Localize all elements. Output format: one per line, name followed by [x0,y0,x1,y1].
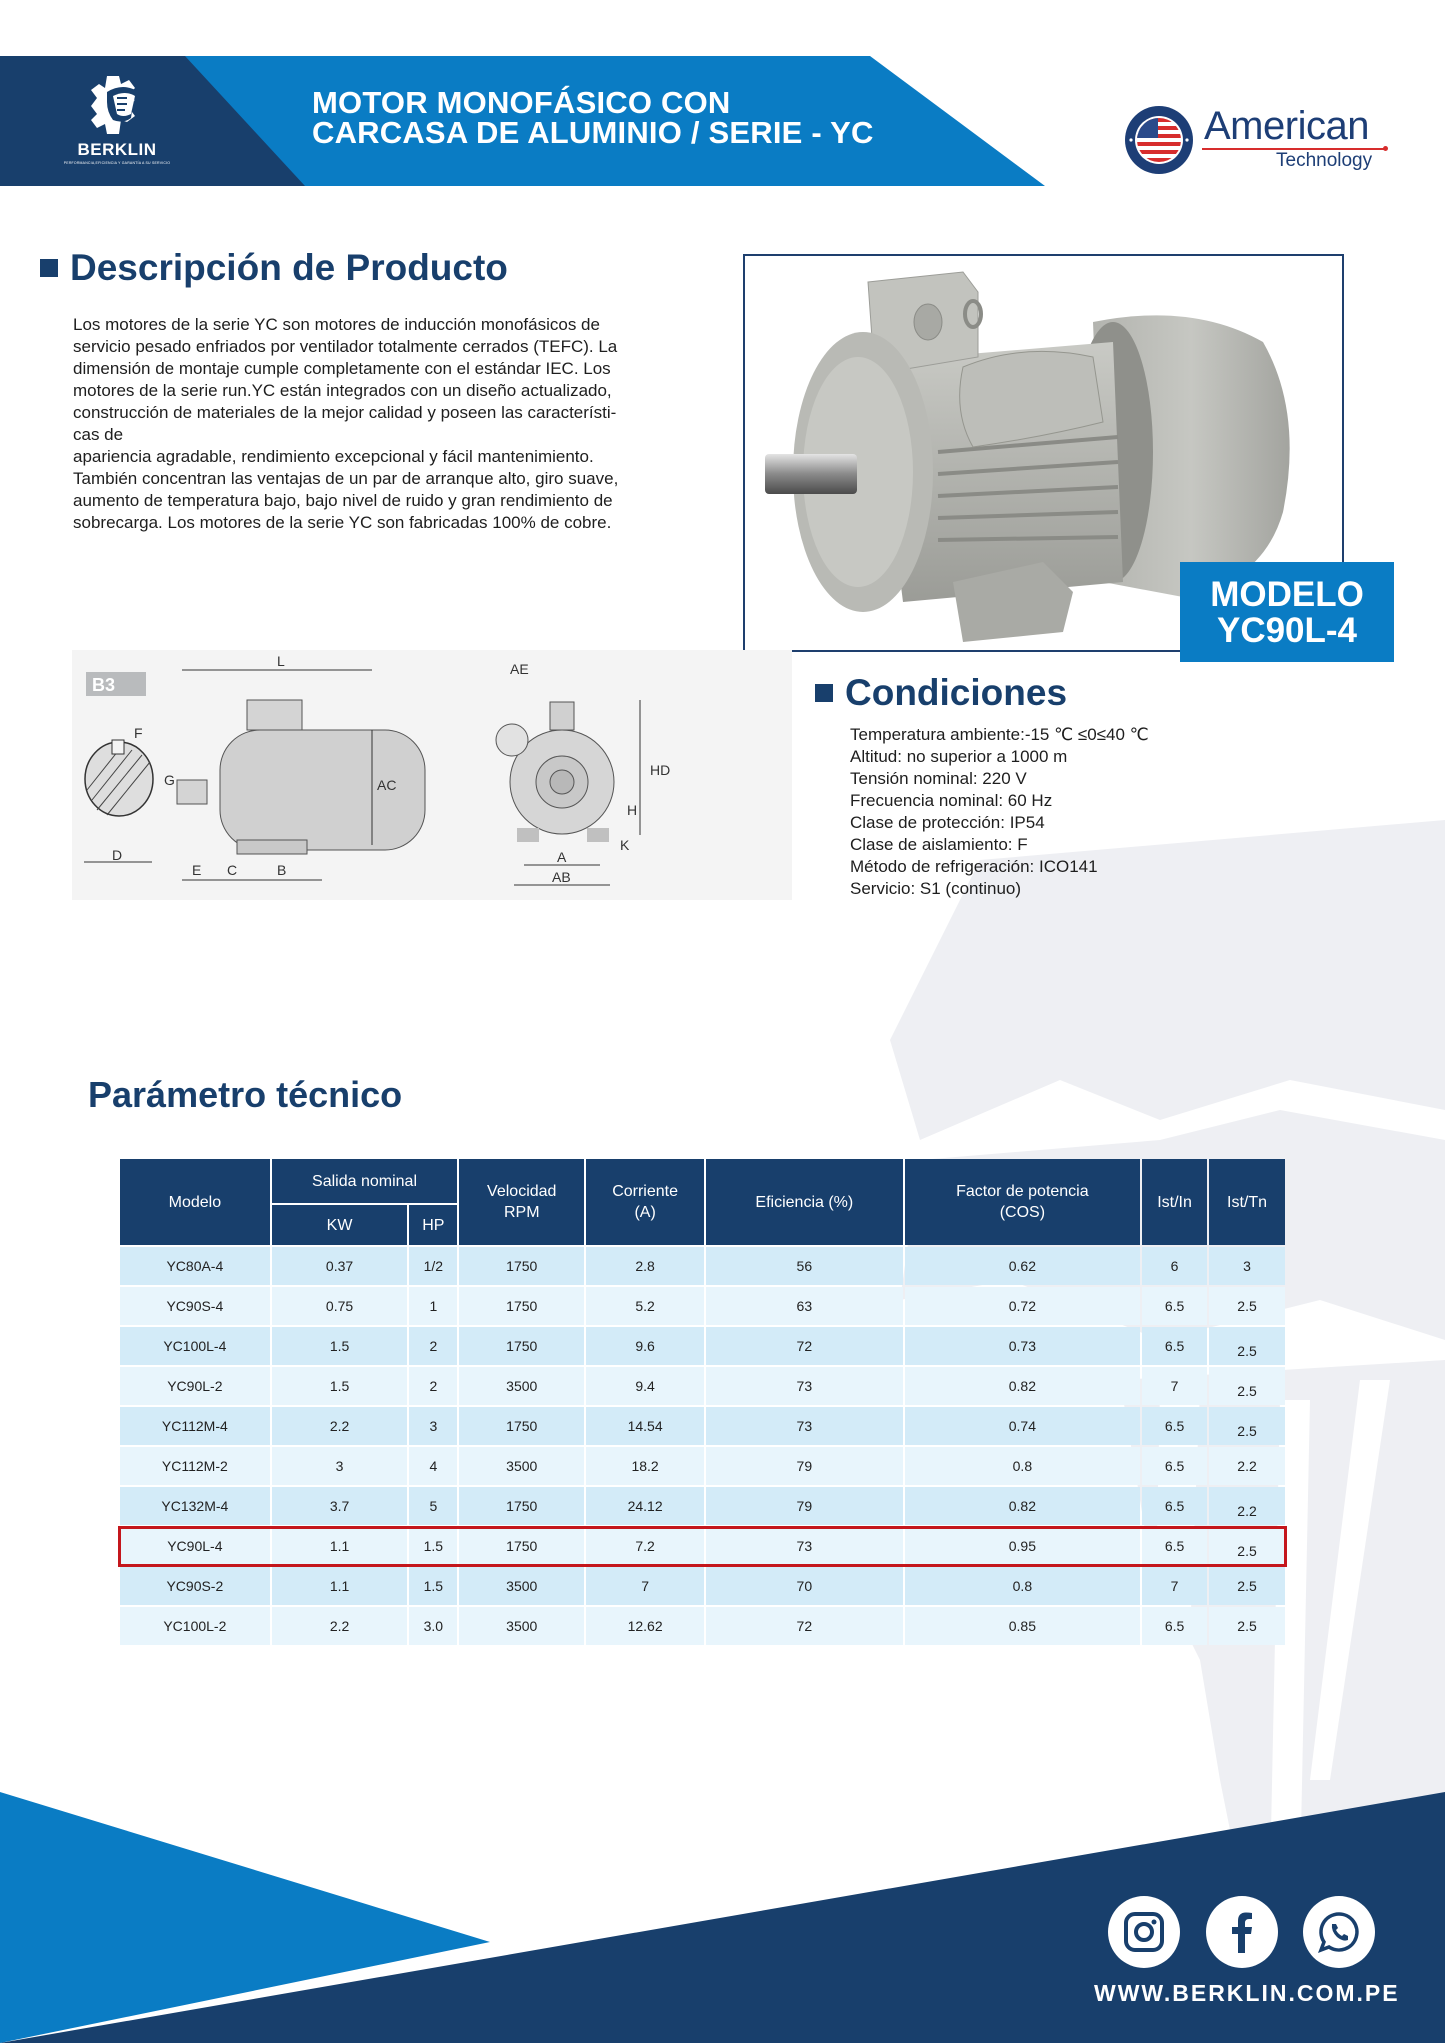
condition-item: Tensión nominal: 220 V [850,769,1027,788]
table-row [120,1527,1285,1565]
cell-kw: 1.5 [272,1367,408,1405]
description-heading-text: Descripción de Producto [70,247,508,288]
cell-hp: 2 [409,1367,457,1405]
cell-kw: 2.2 [272,1607,408,1645]
table-row [120,1607,1285,1645]
table-row [120,1367,1285,1405]
diagram-label-f: F [134,725,143,741]
table-row [120,1447,1285,1485]
instagram-icon [1121,1909,1167,1955]
header-kw: KW [272,1205,408,1245]
model-badge [1180,562,1394,662]
cell-pf: 0.8 [905,1567,1140,1605]
condition-item: Clase de protección: IP54 [850,813,1045,832]
header-ist-in: Ist/In [1142,1159,1207,1245]
brand-tagline: PERFORMANCIA,EFICIENCIA Y GARANTÍA A SU SERVICIO [63,161,171,165]
partner-logo-subtitle: Technology [1276,150,1373,171]
condition-item: Método de refrigeración: ICO141 [850,857,1098,876]
cell-rpm: 1750 [459,1327,584,1365]
cell-amps: 9.4 [586,1367,704,1405]
cell-amps: 7 [586,1567,704,1605]
cell-hp: 5 [409,1487,457,1525]
diagram-label-c: C [227,862,238,878]
dimension-diagram [72,650,792,900]
header-output: Salida nominal [272,1159,458,1203]
cell-pf: 0.73 [905,1327,1140,1365]
cell-ist-tn: 2.5 [1209,1287,1285,1325]
cell-pf: 0.74 [905,1407,1140,1445]
description-line: cas de [73,425,124,444]
cell-model: YC112M-2 [120,1447,270,1485]
cell-ist-in: 6.5 [1142,1527,1207,1565]
cell-pf: 0.72 [905,1287,1140,1325]
website-link[interactable]: WWW.BERKLIN.COM.PE [1094,1980,1400,2006]
diagram-label-ab: AB [552,869,571,885]
cell-ist-tn: 2.5 [1209,1527,1285,1565]
cell-amps: 5.2 [586,1287,704,1325]
cell-hp: 1.5 [409,1527,457,1565]
table-row [120,1247,1285,1285]
cell-ist-in: 6 [1142,1247,1207,1285]
cell-eff: 56 [706,1247,903,1285]
cell-ist-in: 6.5 [1142,1487,1207,1525]
conditions-heading-text: Condiciones [845,672,1068,713]
facebook-button[interactable] [1206,1896,1278,1968]
description-line: sobrecarga. Los motores de la serie YC son fabricadas 100% de cobre. [73,513,612,532]
cell-rpm: 3500 [459,1567,584,1605]
cell-eff: 72 [706,1607,903,1645]
header-pf-l2: (COS) [999,1204,1046,1221]
header-model: Modelo [120,1159,270,1245]
cell-kw: 3.7 [272,1487,408,1525]
condition-item: Servicio: S1 (continuo) [850,879,1022,898]
cell-amps: 9.6 [586,1327,704,1365]
facebook-icon [1219,1909,1265,1955]
description-text [73,314,713,534]
model-badge-label: MODELO [1210,575,1364,614]
cell-pf: 0.82 [905,1487,1140,1525]
title-line-2: CARCASA DE ALUMINIO / SERIE - YC [312,115,874,150]
cell-hp: 3 [409,1407,457,1445]
cell-ist-in: 6.5 [1142,1327,1207,1365]
page-title [312,85,874,150]
cell-eff: 79 [706,1487,903,1525]
diagram-label-h: H [627,802,638,818]
header-power-factor [905,1159,1140,1245]
brand-name: BERKLIN [77,140,157,159]
berklin-logo[interactable] [52,74,182,174]
cell-model: YC112M-4 [120,1407,270,1445]
diagram-label-l: L [277,653,285,669]
cell-ist-tn: 2.2 [1209,1447,1285,1485]
cell-model: YC90S-2 [120,1567,270,1605]
cell-amps: 18.2 [586,1447,704,1485]
cell-ist-tn: 2.2 [1209,1487,1285,1525]
cell-ist-in: 6.5 [1142,1607,1207,1645]
cell-model: YC90L-2 [120,1367,270,1405]
description-line: También concentran las ventajas de un par de arranque alto, giro suave, [73,469,619,488]
us-flag-badge-icon [1124,105,1194,175]
cell-hp: 4 [409,1447,457,1485]
cell-hp: 1/2 [409,1247,457,1285]
description-line: construcción de materiales de la mejor calidad y poseen las característi- [73,403,617,422]
cell-rpm: 3500 [459,1447,584,1485]
description-heading [40,247,508,289]
cell-hp: 3.0 [409,1607,457,1645]
whatsapp-icon [1316,1909,1362,1955]
diagram-label-k: K [620,837,630,853]
cell-ist-in: 6.5 [1142,1287,1207,1325]
cell-eff: 73 [706,1407,903,1445]
cell-ist-tn: 2.5 [1209,1607,1285,1645]
parameters-heading: Parámetro técnico [88,1074,403,1115]
cell-eff: 70 [706,1567,903,1605]
cell-model: YC100L-2 [120,1607,270,1645]
cell-kw: 1.1 [272,1567,408,1605]
cell-hp: 1 [409,1287,457,1325]
diagram-label-e: E [192,862,202,878]
cell-pf: 0.85 [905,1607,1140,1645]
cell-hp: 2 [409,1327,457,1365]
conditions-list [850,724,1149,900]
diagram-label-ac: AC [377,777,397,793]
description-line: servicio pesado enfriados por ventilador totalmente cerrados (TEFC). La [73,337,618,356]
heading-square-icon [40,259,58,277]
cell-rpm: 1750 [459,1527,584,1565]
description-line: aumento de temperatura bajo, bajo nivel de ruido y gran rendimiento de [73,491,613,510]
american-technology-logo[interactable] [1124,100,1394,178]
cell-pf: 0.62 [905,1247,1140,1285]
header-pf-l1: Factor de potencia [956,1183,1089,1200]
cell-ist-tn: 2.5 [1209,1367,1285,1405]
cell-model: YC100L-4 [120,1327,270,1365]
heading-square-icon [815,684,833,702]
diagram-label-a: A [557,849,567,865]
description-line: dimensión de montaje cumple completamente con el estándar IEC. Los [73,359,611,378]
cell-ist-tn: 2.5 [1209,1327,1285,1365]
cell-kw: 1.1 [272,1527,408,1565]
diagram-mount-label: B3 [92,675,116,695]
table-row [120,1407,1285,1445]
partner-logo-word: American [1204,104,1369,148]
cell-hp: 1.5 [409,1567,457,1605]
conditions-heading [815,672,1067,714]
header-efficiency: Eficiencia (%) [706,1159,903,1245]
header-current-l1: Corriente [612,1183,678,1200]
description-line: apariencia agradable, rendimiento excepcional y fácil mantenimiento. [73,447,594,466]
cell-kw: 3 [272,1447,408,1485]
cell-kw: 2.2 [272,1407,408,1445]
cell-rpm: 3500 [459,1607,584,1645]
cell-ist-in: 7 [1142,1367,1207,1405]
cell-ist-tn: 2.5 [1209,1407,1285,1445]
cell-kw: 0.37 [272,1247,408,1285]
cell-amps: 2.8 [586,1247,704,1285]
cell-model: YC90L-4 [120,1527,270,1565]
spec-table [118,1157,1287,1647]
table-row [120,1487,1285,1525]
header-current-l2: (A) [634,1204,656,1221]
header-ist-tn: Ist/Tn [1209,1159,1285,1245]
cell-eff: 63 [706,1287,903,1325]
cell-pf: 0.82 [905,1367,1140,1405]
warrior-gear-emblem-icon [77,74,157,138]
header-speed-l2: RPM [503,1204,540,1221]
cell-eff: 73 [706,1367,903,1405]
whatsapp-button[interactable] [1303,1896,1375,1968]
cell-kw: 1.5 [272,1327,408,1365]
cell-model: YC132M-4 [120,1487,270,1525]
header-speed-l1: Velocidad [487,1183,557,1200]
title-line-1: MOTOR MONOFÁSICO CON [312,85,731,120]
cell-ist-in: 6.5 [1142,1407,1207,1445]
condition-item: Clase de aislamiento: F [850,835,1028,854]
cell-eff: 72 [706,1327,903,1365]
cell-ist-in: 6.5 [1142,1447,1207,1485]
cell-rpm: 1750 [459,1407,584,1445]
table-row [120,1567,1285,1605]
cell-amps: 24.12 [586,1487,704,1525]
diagram-label-b: B [277,862,287,878]
cell-amps: 14.54 [586,1407,704,1445]
condition-item: Frecuencia nominal: 60 Hz [850,791,1053,810]
instagram-button[interactable] [1108,1896,1180,1968]
table-row [120,1287,1285,1325]
cell-ist-tn: 3 [1209,1247,1285,1285]
description-line: motores de la serie run.YC están integrados con un diseño actualizado, [73,381,612,400]
header-speed [459,1159,584,1245]
diagram-label-d: D [112,847,123,863]
cell-amps: 7.2 [586,1527,704,1565]
cell-rpm: 3500 [459,1367,584,1405]
cell-kw: 0.75 [272,1287,408,1325]
cell-eff: 73 [706,1527,903,1565]
cell-rpm: 1750 [459,1287,584,1325]
cell-amps: 12.62 [586,1607,704,1645]
header-current [586,1159,704,1245]
diagram-label-ae: AE [510,661,529,677]
diagram-label-hd: HD [650,762,671,778]
cell-pf: 0.8 [905,1447,1140,1485]
cell-rpm: 1750 [459,1247,584,1285]
cell-eff: 79 [706,1447,903,1485]
diagram-label-g: G [164,772,175,788]
cell-rpm: 1750 [459,1487,584,1525]
condition-item: Temperatura ambiente:-15 ℃ ≤0≤40 ℃ [850,725,1149,744]
condition-item: Altitud: no superior a 1000 m [850,747,1068,766]
cell-model: YC80A-4 [120,1247,270,1285]
model-badge-code: YC90L-4 [1216,611,1358,650]
description-line: Los motores de la serie YC son motores de inducción monofásicos de [73,315,600,334]
header-hp: HP [409,1205,457,1245]
cell-ist-tn: 2.5 [1209,1567,1285,1605]
cell-ist-in: 7 [1142,1567,1207,1605]
cell-model: YC90S-4 [120,1287,270,1325]
partner-logo-dot [1383,146,1388,151]
cell-pf: 0.95 [905,1527,1140,1565]
table-row [120,1327,1285,1365]
